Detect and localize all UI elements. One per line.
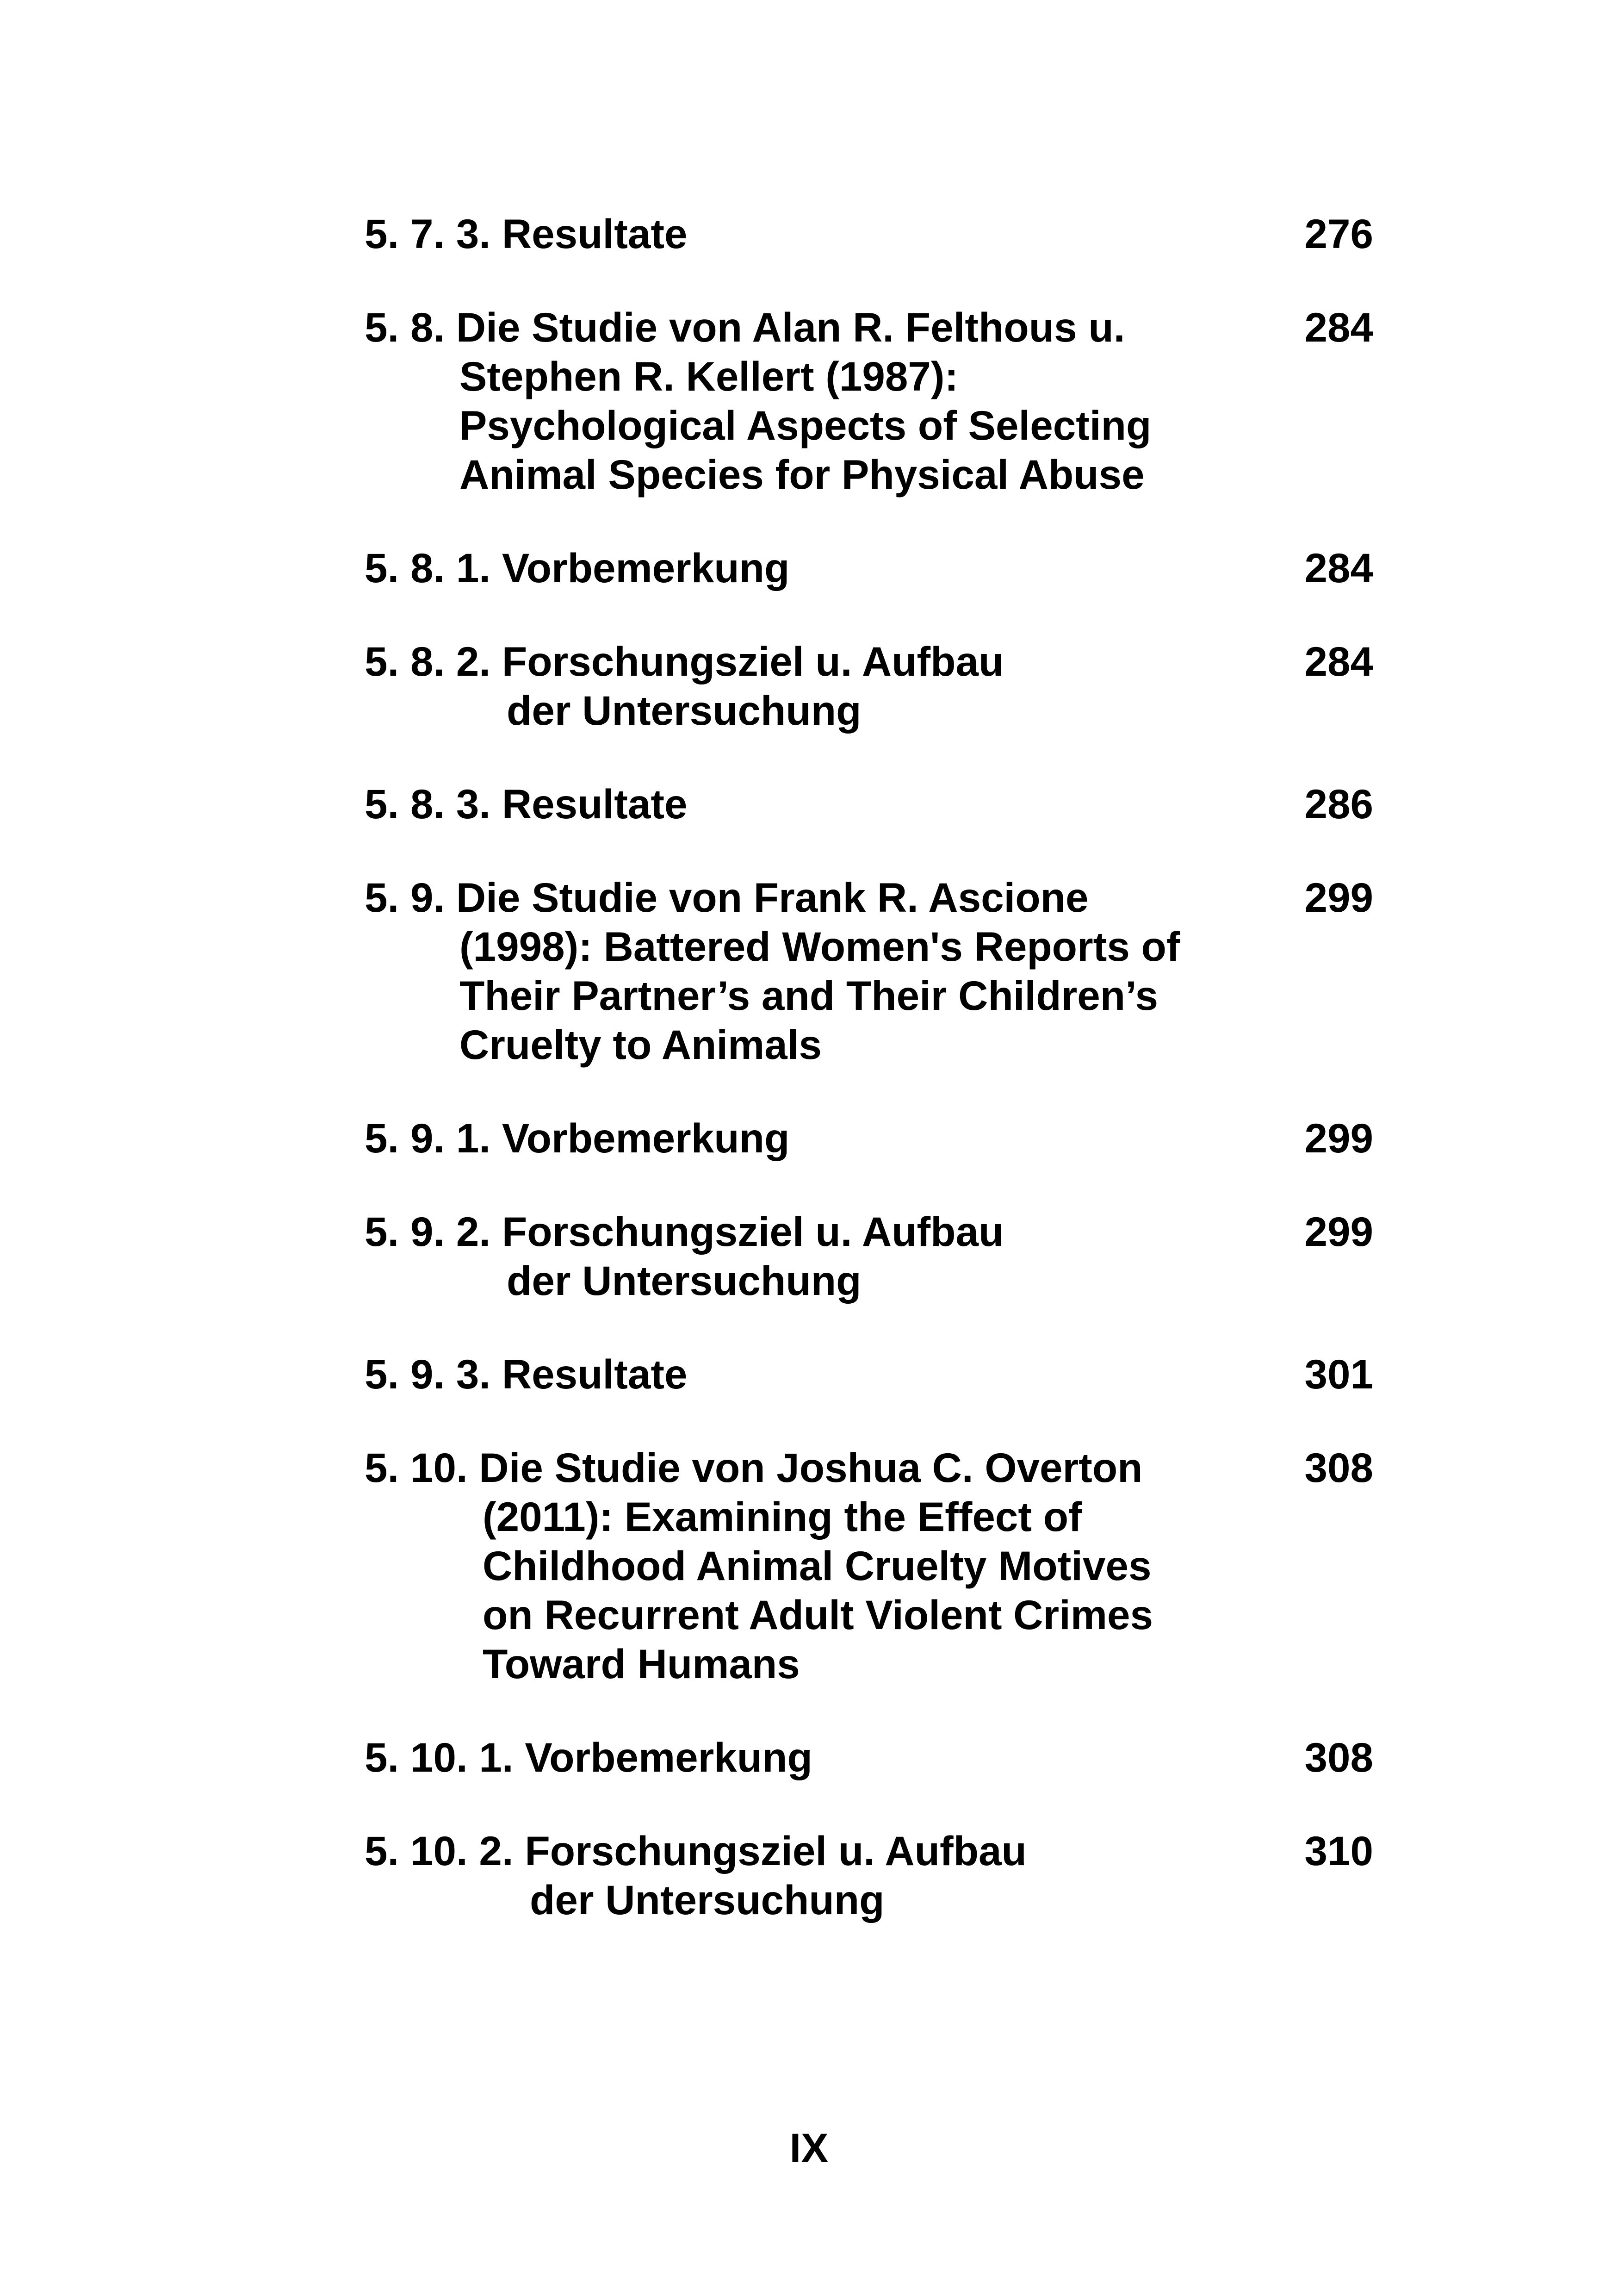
toc-entry-title-continuation: Their Partner’s and Their Children’s — [459, 972, 1159, 1019]
toc-entry — [365, 1826, 1373, 1924]
toc-entry-title-continuation: der Untersuchung — [507, 687, 862, 734]
toc-entry — [365, 873, 1373, 1069]
toc-entry-title: Vorbemerkung — [502, 1115, 790, 1161]
toc-entry-title: Forschungsziel u. Aufbau — [502, 638, 1004, 684]
toc-entry-title: Resultate — [502, 1351, 688, 1397]
toc-entry-page: 299 — [1304, 1115, 1373, 1161]
toc-entry-number: 5. 10. — [365, 1444, 468, 1491]
toc-entry-number: 5. 9. 2. — [365, 1208, 491, 1255]
toc-entry-title-continuation: Stephen R. Kellert (1987): — [459, 353, 959, 399]
toc-entry — [365, 1443, 1373, 1688]
toc-entry-title-continuation: on Recurrent Adult Violent Crimes — [483, 1592, 1153, 1638]
page-number-footer: IX — [789, 2125, 829, 2171]
toc-entry-title-continuation: Animal Species for Physical Abuse — [459, 451, 1145, 498]
toc-entry-title-continuation: (2011): Examining the Effect of — [483, 1493, 1082, 1540]
toc-entry-page: 308 — [1304, 1444, 1373, 1491]
toc-entry-page: 276 — [1304, 211, 1373, 257]
toc-entry-title-continuation: der Untersuchung — [530, 1877, 885, 1923]
toc-entry-page: 284 — [1304, 638, 1373, 684]
toc-entry-title-continuation: Childhood Animal Cruelty Motives — [483, 1543, 1152, 1589]
toc-entry-title-continuation: (1998): Battered Women's Reports of — [459, 923, 1180, 970]
toc-entry-title: Vorbemerkung — [525, 1734, 812, 1780]
toc-entry-title-continuation: Cruelty to Animals — [459, 1021, 822, 1068]
toc-entry-title: Die Studie von Alan R. Felthous u. — [456, 304, 1125, 350]
toc-entry — [365, 1207, 1373, 1305]
toc-entry-title-continuation: Toward Humans — [483, 1641, 800, 1687]
toc-entry-number: 5. 7. 3. — [365, 211, 491, 257]
toc-entry — [365, 303, 1373, 499]
toc-entry — [365, 637, 1373, 735]
toc-entry-title: Resultate — [502, 211, 688, 257]
toc-entry-number: 5. 9. — [365, 874, 445, 921]
toc-entry — [365, 1114, 1373, 1163]
toc-entry-page: 284 — [1304, 304, 1373, 350]
toc-entry — [365, 209, 1373, 258]
toc-entry-title: Forschungsziel u. Aufbau — [525, 1828, 1027, 1874]
toc-entry-number: 5. 8. 3. — [365, 781, 491, 827]
toc-entry-number: 5. 9. 3. — [365, 1351, 491, 1397]
toc-entry-title: Forschungsziel u. Aufbau — [502, 1208, 1004, 1255]
toc-entry-page: 299 — [1304, 874, 1373, 921]
toc-entry-page: 299 — [1304, 1208, 1373, 1255]
toc-entry-title-continuation: der Untersuchung — [507, 1257, 862, 1304]
toc-entry-page: 310 — [1304, 1828, 1373, 1874]
toc-entry-title: Vorbemerkung — [502, 545, 790, 591]
toc-entry-number: 5. 8. 1. — [365, 545, 491, 591]
toc-entry-title: Die Studie von Frank R. Ascione — [456, 874, 1089, 921]
toc-entry-title: Resultate — [502, 781, 688, 827]
toc-entry-number: 5. 8. 2. — [365, 638, 491, 684]
toc-entry-page: 286 — [1304, 781, 1373, 827]
toc-entry — [365, 779, 1373, 828]
toc-entry-number: 5. 10. 1. — [365, 1734, 514, 1780]
toc-entry-page: 308 — [1304, 1734, 1373, 1780]
toc-entry-page: 284 — [1304, 545, 1373, 591]
table-of-contents — [365, 209, 1373, 1969]
toc-entry-number: 5. 8. — [365, 304, 445, 350]
toc-entry-number: 5. 10. 2. — [365, 1828, 514, 1874]
toc-entry — [365, 543, 1373, 592]
toc-entry-title: Die Studie von Joshua C. Overton — [479, 1444, 1143, 1491]
toc-entry-title-continuation: Psychological Aspects of Selecting — [459, 402, 1152, 448]
toc-entry — [365, 1350, 1373, 1399]
toc-entry-page: 301 — [1304, 1351, 1373, 1397]
toc-entry-number: 5. 9. 1. — [365, 1115, 491, 1161]
toc-entry — [365, 1733, 1373, 1782]
